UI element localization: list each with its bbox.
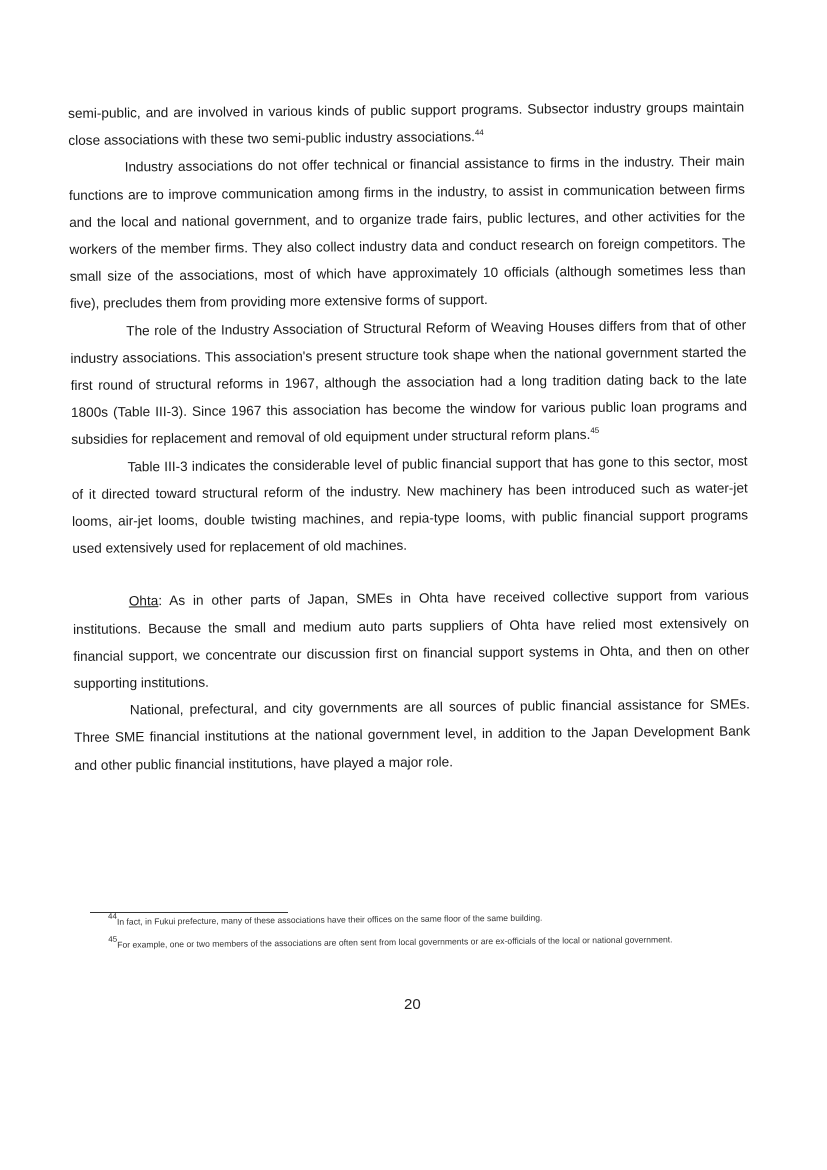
paragraph-4-text: Table III-3 indicates the considerable level of public financial support that has gone to this sector, most of it directed toward structural reform of the industry. New machinery has been introduced such as water-jet looms, air-jet looms, double twisting machines, and repia-type looms, with public financial support programs used extensively used for replacement of old machines. bbox=[71, 453, 749, 557]
paragraph-ohta-1-text: : As in other parts of Japan, SMEs in Ohta have received collective support from various institutions. Because the small and medium auto parts suppliers of Ohta have relied most extensively on financial support, we concentrate our discussion first on financial support systems in Ohta, and then on other supporting institutions. bbox=[73, 587, 750, 692]
paragraph-2-text: Industry associations do not offer technical or financial assistance to firms in the industry. Their main functions are to improve communication among firms in the industry, to assist in communication between firms and the local and national government, and to organize trade fairs, public lectures, and other activities for the workers of the member firms. They also collect industry data and conduct research on foreign competitors. The small size of the associations, most of which have approximately 10 officials (although sometimes less than five), precludes them from providing more extensive forms of support. bbox=[68, 153, 746, 312]
footnote-ref-44: 44 bbox=[474, 128, 484, 138]
footnote-45-text: For example, one or two members of the associations are often sent from local governments or are ex-officials of the local or national government. bbox=[117, 934, 673, 950]
paragraph-ohta-1 bbox=[73, 582, 750, 697]
paragraph-ohta-2 bbox=[74, 691, 751, 779]
footnote-mark-44: 44 bbox=[107, 911, 117, 921]
paragraph-ohta-2-text: National, prefectural, and city governments are all sources of public financial assistance for SMEs. Three SME financial institutions at the national government level, in addition to the Japan Development Bank and other public financial institutions, have played a major role. bbox=[74, 696, 751, 773]
footnote-mark-45: 45 bbox=[108, 934, 118, 944]
footnote-ref-45: 45 bbox=[590, 426, 600, 436]
footnote-45 bbox=[88, 933, 752, 952]
footnotes bbox=[88, 910, 752, 962]
section-heading-ohta: Ohta bbox=[128, 593, 159, 609]
paragraph-4 bbox=[71, 447, 748, 562]
paragraph-1 bbox=[68, 94, 744, 155]
page-number: 20 bbox=[404, 996, 421, 1013]
paragraph-2 bbox=[69, 148, 747, 318]
paragraph-3-text: The role of the Industry Association of Structural Reform of Weaving Houses differs from that of other industry associations. This association's present structure took shape when the national government started the first round of structural reforms in 1967, although the association had a long tradition dating back to the late 1800s (Table III-3). Since 1967 this association has become the window for various public loan programs and subsidies for replacement and removal of old equipment under structural reform plans. bbox=[70, 317, 748, 448]
paragraph-3 bbox=[70, 311, 747, 453]
footnote-44-text: In fact, in Fukui prefecture, many of these associations have their offices on the same floor of the same building. bbox=[116, 912, 543, 927]
paragraph-1-text: semi-public, and are involved in various kinds of public support programs. Subsector industry groups maintain close associations with these two semi-public industry associations. bbox=[68, 99, 745, 149]
footnote-divider bbox=[90, 912, 288, 913]
body-text bbox=[68, 94, 750, 779]
